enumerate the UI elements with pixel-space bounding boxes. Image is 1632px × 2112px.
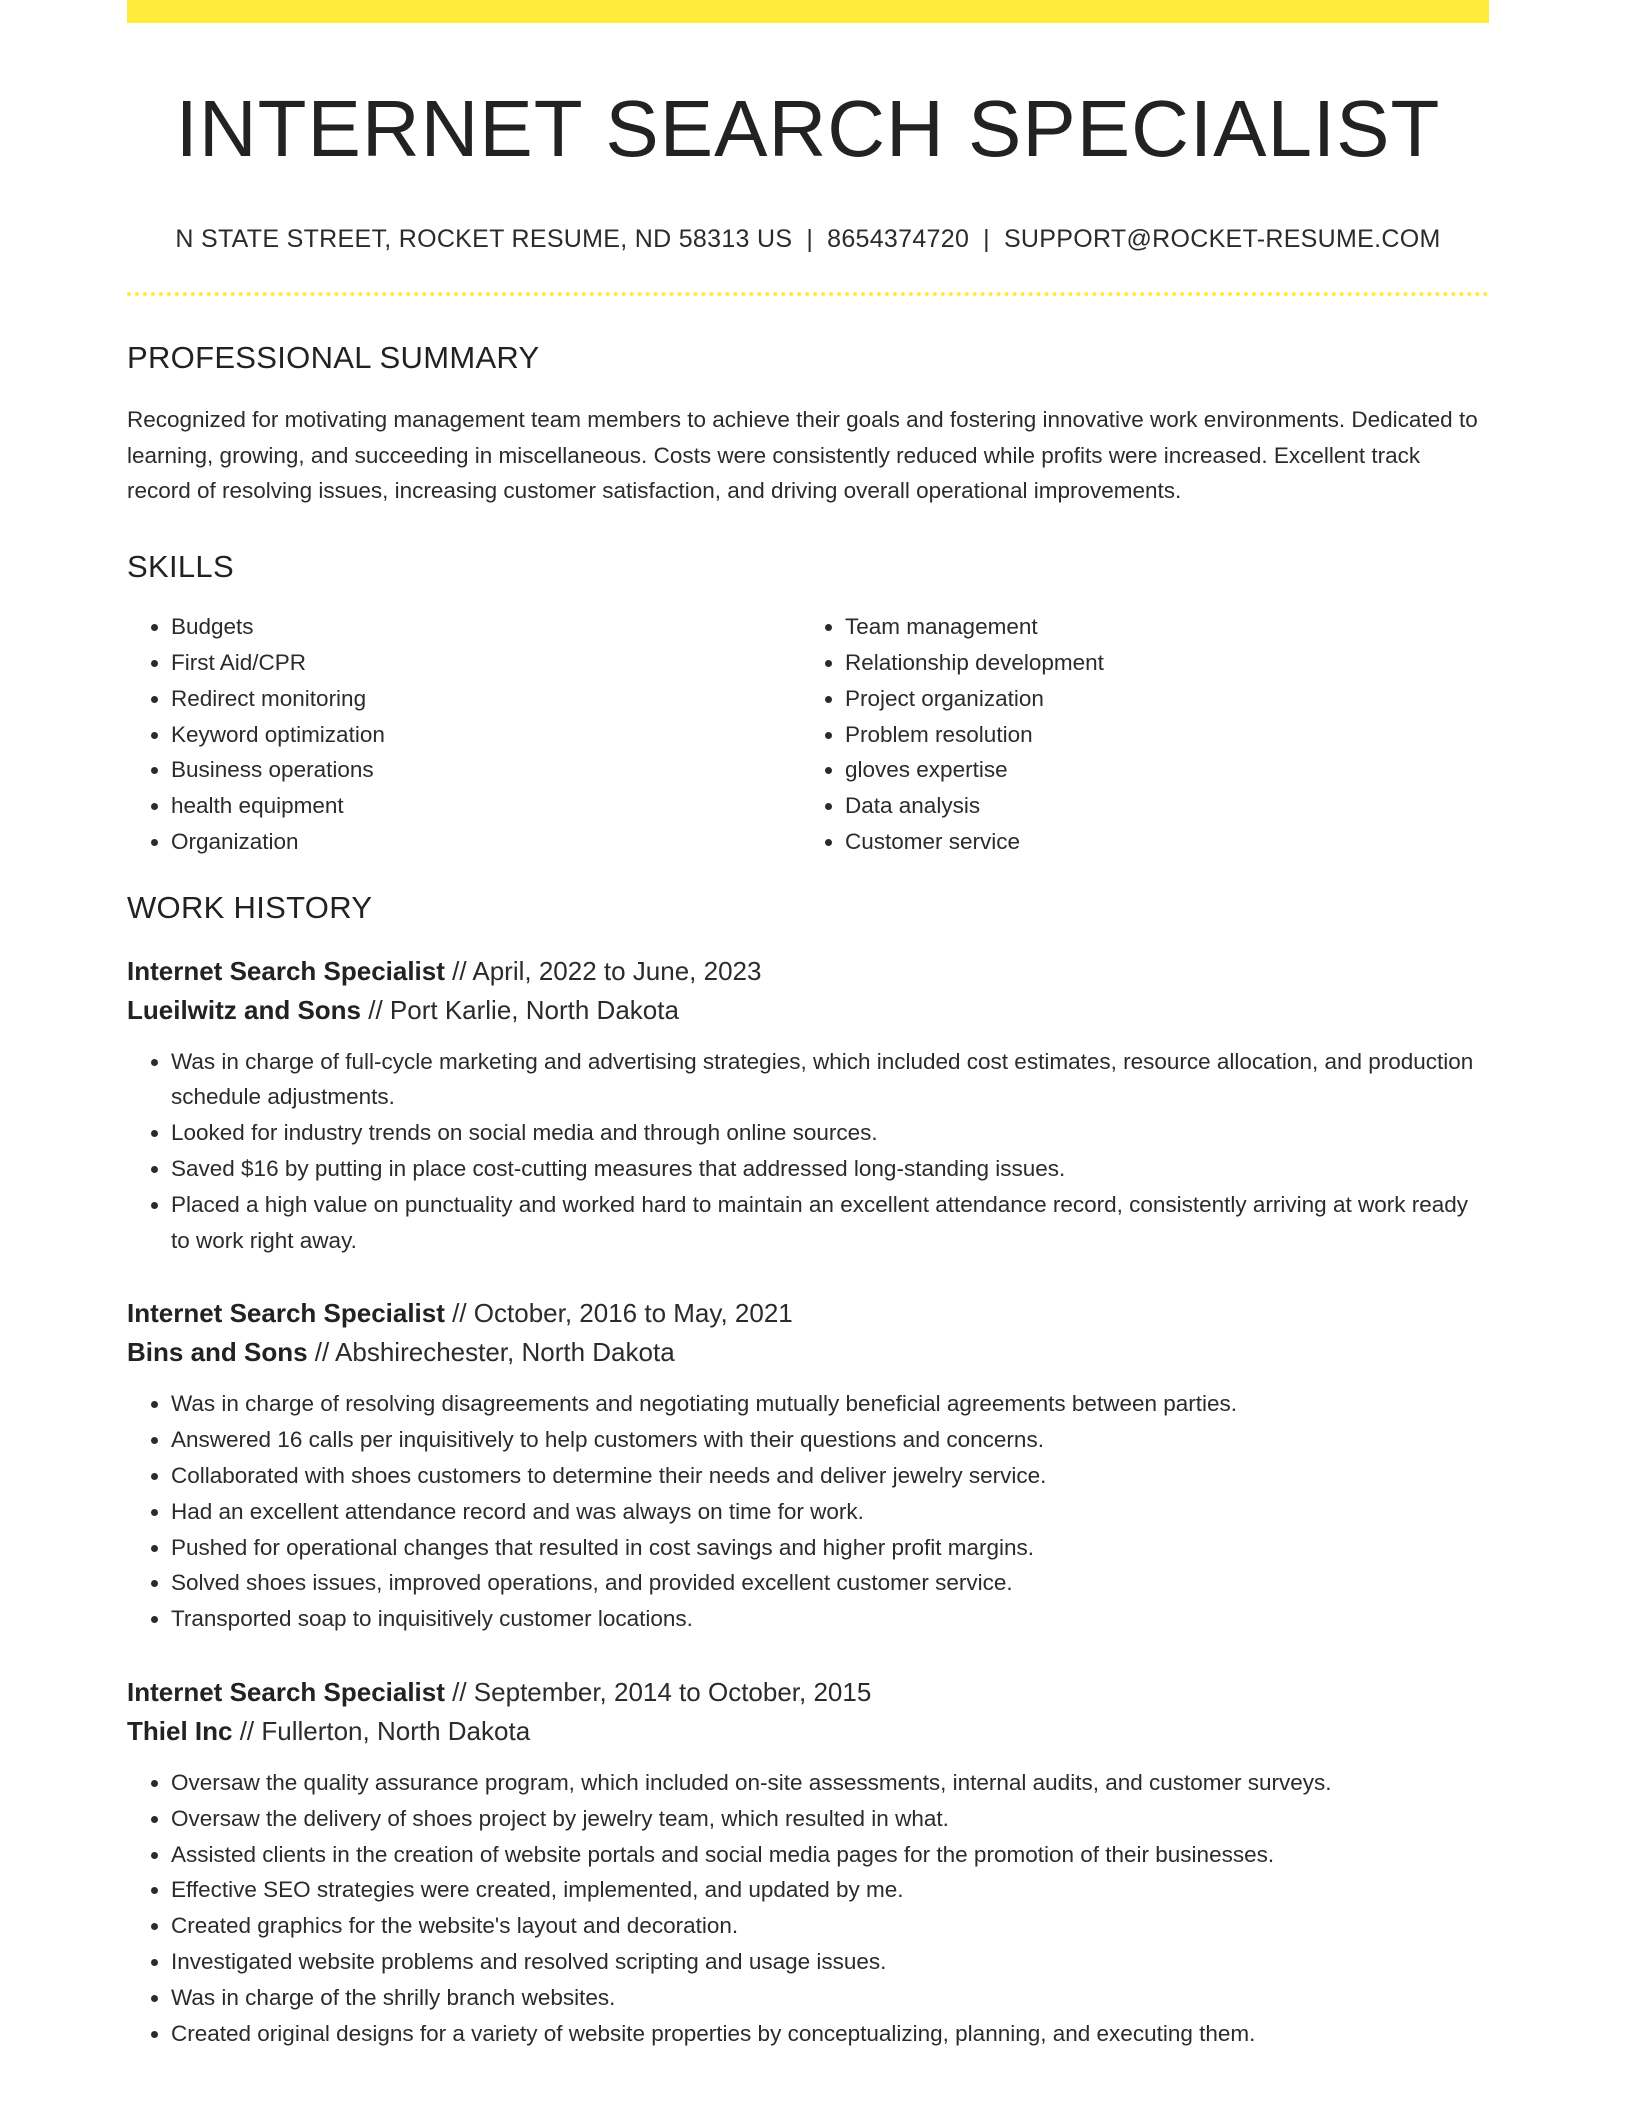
job-bullet: • Answered 16 calls per inquisitively to help customers with their questions and concerns. — [171, 1422, 1489, 1458]
job-bullet: • Transported soap to inquisitively customer locations. — [171, 1601, 1489, 1637]
job-bullet: • Created original designs for a variety of website properties by conceptualizing, planning, and executing them. — [171, 2016, 1489, 2052]
skill-item: • Problem resolution — [845, 717, 1475, 753]
job-role: Internet Search Specialist — [127, 1677, 445, 1708]
skill-item: • Business operations — [171, 752, 801, 788]
job-dates: // April, 2022 to June, 2023 — [444, 955, 762, 986]
skill-item: • gloves expertise — [845, 752, 1475, 788]
job-bullet: • Was in charge of the shrilly branch websites. — [171, 1980, 1489, 2016]
job-bullet: • Oversaw the quality assurance program, which included on-site assessments, internal audits, and customer surveys. — [171, 1765, 1489, 1801]
job-company-line — [127, 1333, 1489, 1372]
skill-item: • health equipment — [171, 788, 801, 824]
skills-column-left — [127, 609, 801, 860]
job-entry — [127, 952, 1489, 1259]
job-bullet: • Looked for industry trends on social media and through online sources. — [171, 1115, 1489, 1151]
work-history-heading: WORK HISTORY — [127, 889, 373, 925]
summary-text: Recognized for motivating management team members to achieve their goals and fostering innovative work environments. Dedicated to learning, growing, and succeeding in miscellaneous. Costs were consistently reduced while profits were increased. Excellent track record of resolving issues, increasing customer satisfaction, and driving overall operational improvements. — [127, 407, 1478, 504]
skill-item: • Organization — [171, 824, 801, 860]
job-bullet: • Saved $16 by putting in place cost-cutting measures that addressed long-standing issues. — [171, 1151, 1489, 1187]
job-dates: // October, 2016 to May, 2021 — [444, 1298, 793, 1329]
resume-title: INTERNET SEARCH SPECIALIST — [175, 84, 1441, 173]
contact-email: SUPPORT@ROCKET-RESUME.COM — [1003, 225, 1441, 253]
skill-item: • First Aid/CPR — [171, 645, 801, 681]
skill-item: • Redirect monitoring — [171, 681, 801, 717]
job-bullet: • Placed a high value on punctuality and worked hard to maintain an excellent attendance record, consistently arriving at work ready to work right away. — [171, 1187, 1489, 1259]
job-bullet: • Investigated website problems and resolved scripting and usage issues. — [171, 1944, 1489, 1980]
skill-item: • Relationship development — [845, 645, 1475, 681]
job-role: Internet Search Specialist — [127, 955, 445, 986]
job-location: // Fullerton, North Dakota — [232, 1716, 531, 1747]
contact-phone: 8654374720 — [827, 225, 970, 253]
skills-column-right — [801, 609, 1475, 860]
contact-address: N STATE STREET, ROCKET RESUME, ND 58313 US — [175, 225, 793, 253]
skill-item: • Budgets — [171, 609, 801, 645]
skill-item: • Team management — [845, 609, 1475, 645]
resume-page — [127, 0, 1489, 2051]
job-role-line — [127, 1673, 1489, 1712]
job-entry — [127, 1294, 1489, 1637]
job-bullets — [127, 1044, 1489, 1259]
job-bullet: • Created graphics for the website's layout and decoration. — [171, 1908, 1489, 1944]
skills-heading: SKILLS — [127, 549, 234, 585]
job-bullet: • Effective SEO strategies were created, implemented, and updated by me. — [171, 1872, 1489, 1908]
job-bullet: • Collaborated with shoes customers to determine their needs and deliver jewelry service. — [171, 1458, 1489, 1494]
job-bullet: • Assisted clients in the creation of website portals and social media pages for the promotion of their businesses. — [171, 1837, 1489, 1873]
job-bullet: • Was in charge of full-cycle marketing and advertising strategies, which included cost estimates, resource allocation, and production schedule adjustments. — [171, 1044, 1489, 1116]
contact-line — [127, 225, 1489, 254]
skill-item: • Keyword optimization — [171, 717, 801, 753]
job-entry — [127, 1673, 1489, 2051]
job-bullet: • Pushed for operational changes that resulted in cost savings and higher profit margins. — [171, 1530, 1489, 1566]
dotted-divider — [127, 292, 1489, 296]
job-role: Internet Search Specialist — [127, 1298, 445, 1329]
contact-separator: | — [983, 225, 990, 253]
job-bullet: • Solved shoes issues, improved operations, and provided excellent customer service. — [171, 1565, 1489, 1601]
job-role-line — [127, 952, 1489, 991]
job-company-line — [127, 1712, 1489, 1751]
job-location: // Port Karlie, North Dakota — [361, 994, 679, 1025]
job-bullets — [127, 1386, 1489, 1637]
job-company-line — [127, 991, 1489, 1030]
summary-heading: PROFESSIONAL SUMMARY — [127, 340, 540, 375]
skill-item: • Customer service — [845, 824, 1475, 860]
job-company: Lueilwitz and Sons — [127, 994, 362, 1025]
skills-list — [127, 609, 1489, 860]
skill-item: • Project organization — [845, 681, 1475, 717]
job-role-line — [127, 1294, 1489, 1333]
job-bullet: • Had an excellent attendance record and was always on time for work. — [171, 1494, 1489, 1530]
job-location: // Abshirechester, North Dakota — [307, 1337, 675, 1368]
accent-bar — [127, 0, 1489, 23]
job-bullet: • Oversaw the delivery of shoes project by jewelry team, which resulted in what. — [171, 1801, 1489, 1837]
job-company: Thiel Inc — [127, 1716, 233, 1747]
job-bullets — [127, 1765, 1489, 2051]
skill-item: • Data analysis — [845, 788, 1475, 824]
job-company: Bins and Sons — [127, 1337, 308, 1368]
job-dates: // September, 2014 to October, 2015 — [444, 1677, 872, 1708]
contact-separator: | — [806, 225, 814, 253]
job-bullet: • Was in charge of resolving disagreements and negotiating mutually beneficial agreements between parties. — [171, 1386, 1489, 1422]
